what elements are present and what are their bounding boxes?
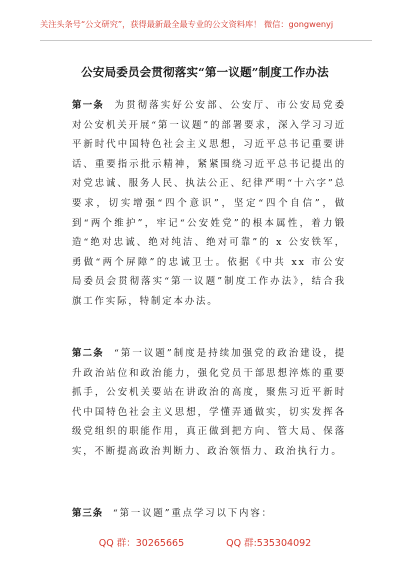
article-2 — [72, 344, 346, 462]
header-divider — [40, 40, 372, 41]
article-3 — [72, 504, 346, 524]
article-2-text: “第一议题”制度是持续加强党的政治建设，提升政治站位和政治能力，强化党员干部思想淬炼的重要抓手，公安机关要站在讲政治的高度，聚焦习近平新时代中国特色社会主义思想，学懂弄通做实，切实发挥各级党组织的职能作用，真正做到把方向、管大局、保落实，不断提高政治判断力、政治领悟力、政治执行力。 — [72, 348, 346, 457]
article-1-label: 第一条 — [72, 100, 105, 111]
footer-qq-group-2: QQ 群:535304092 — [226, 538, 312, 549]
article-3-text: “第一议题”重点学习以下内容： — [112, 508, 273, 519]
footer-qq-group-1: QQ 群：30265665 — [98, 538, 185, 549]
document-title: 公安局委员会贯彻落实“第一议题”制度工作办法 — [81, 65, 329, 79]
article-3-label: 第三条 — [72, 508, 104, 519]
header-notice: 关注头条号“公文研究”，获得最新最全最专业的公文资料库！ 微信：gongwenyj — [40, 19, 334, 29]
article-2-label: 第二条 — [72, 348, 104, 359]
footer-contact — [40, 535, 370, 549]
article-1 — [72, 96, 346, 312]
article-1-text: 为贯彻落实好公安部、公安厅、市公安局党委对公安机关开展“第一议题”的部署要求，深入学习习近平新时代中国特色社会主义思想，习近平总书记重要讲话、重要指示批示精神，紧紧围绕习近平总书记提出的对党忠诚、服务人民、执法公正、纪律严明“十六字”总要求，切实增强“四个意识”，坚定“四个自信”，做到“两个维护”，牢记“公安姓党”的根本属性，着力锻造“绝对忠诚、绝对纯洁、绝对可靠”的 x 公安铁军，勇做“两个屏障”的忠诚卫士。依据《中共 xx 市公安局委员会贯彻落实“第一议题”制度工作办法》，结合我旗工作实际，特制定本办法。 — [72, 100, 346, 307]
